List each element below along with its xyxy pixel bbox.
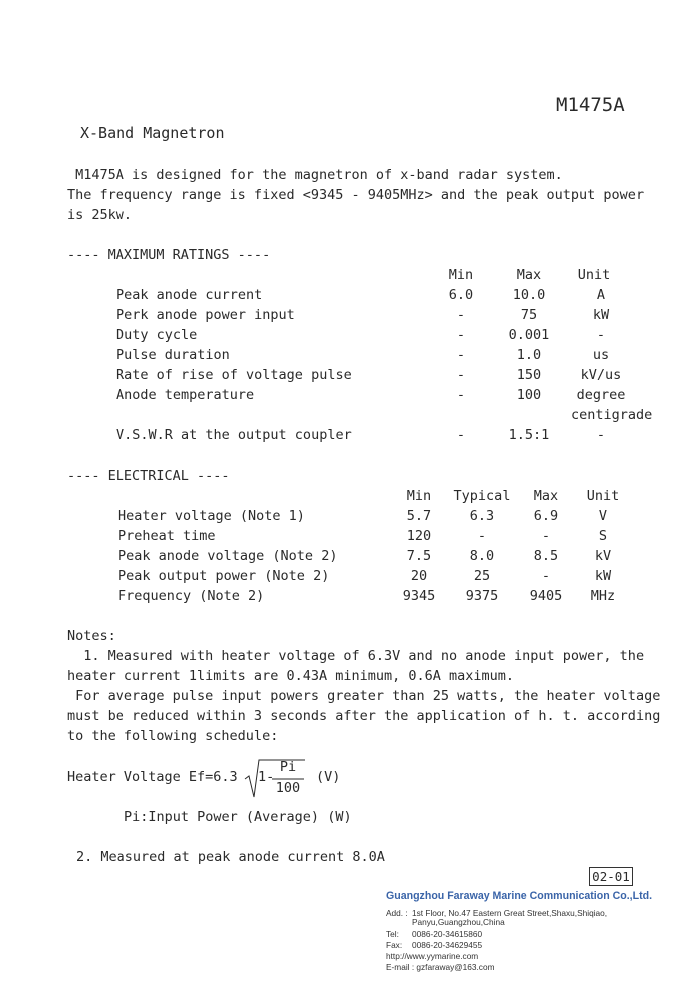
- column-header: Min: [406, 488, 432, 504]
- max-cell: -: [541, 528, 551, 544]
- note-line: must be reduced within 3 seconds after the application of h. t. according: [67, 708, 661, 724]
- column-header: Max: [516, 267, 542, 283]
- max-cell: 100: [516, 387, 542, 403]
- max-cell: 0.001: [508, 327, 550, 343]
- max-cell: 9405: [529, 588, 563, 604]
- note-2: 2. Measured at peak anode current 8.0A: [76, 849, 385, 865]
- formula-label: Heater Voltage Ef=6.3: [67, 769, 238, 785]
- formula-denominator: 100: [275, 780, 301, 796]
- note-line: heater current 1limits are 0.43A minimum, 0.6A maximum.: [67, 668, 515, 684]
- note-line: For average pulse input powers greater than 25 watts, the heater voltage: [67, 688, 661, 704]
- tel-number: 0086-20-34615860: [412, 929, 483, 939]
- param-cell: Pulse duration: [116, 347, 230, 363]
- max-cell: 75: [520, 307, 538, 323]
- min-cell: -: [456, 307, 466, 323]
- tel-label: Tel:: [386, 929, 399, 939]
- unit-cell: degree: [576, 387, 626, 403]
- company-name: Guangzhou Faraway Marine Communication Co.,Ltd.: [386, 890, 653, 902]
- min-cell: 120: [406, 528, 432, 544]
- unit-cell: A: [596, 287, 606, 303]
- website-link[interactable]: http://www.yymarine.com: [386, 951, 479, 961]
- max-cell: 150: [516, 367, 542, 383]
- max-cell: 6.9: [533, 508, 559, 524]
- param-cell: Peak anode voltage (Note 2): [118, 548, 338, 564]
- unit-cell: -: [596, 427, 606, 443]
- unit-cell: -: [596, 327, 606, 343]
- max-cell: 1.0: [516, 347, 542, 363]
- electrical-heading: ---- ELECTRICAL ----: [67, 468, 230, 484]
- min-cell: -: [456, 427, 466, 443]
- typical-cell: 25: [473, 568, 491, 584]
- column-header: Typical: [453, 488, 511, 504]
- column-header: Unit: [586, 488, 620, 504]
- column-header: Max: [533, 488, 559, 504]
- note-line: 1. Measured with heater voltage of 6.3V and no anode input power, the: [67, 648, 645, 664]
- max-cell: -: [541, 568, 551, 584]
- unit-cell: kW: [594, 568, 612, 584]
- min-cell: 20: [410, 568, 428, 584]
- param-cell: Anode temperature: [116, 387, 255, 403]
- min-cell: -: [456, 347, 466, 363]
- pi-definition: Pi:Input Power (Average) (W): [124, 809, 352, 825]
- param-cell: Peak output power (Note 2): [118, 568, 330, 584]
- unit-cell: S: [598, 528, 608, 544]
- max-cell: 1.5:1: [508, 427, 550, 443]
- param-cell: Frequency (Note 2): [118, 588, 265, 604]
- unit-cell: us: [592, 347, 610, 363]
- min-cell: -: [456, 387, 466, 403]
- page-code-box: 02-01: [589, 867, 633, 886]
- param-cell: Duty cycle: [116, 327, 198, 343]
- unit-cell: centigrade: [571, 407, 653, 423]
- intro-line: is 25kw.: [67, 207, 133, 223]
- min-cell: 5.7: [406, 508, 432, 524]
- unit-cell: V: [598, 508, 608, 524]
- intro-line: The frequency range is fixed <9345 - 9405MHz> and the peak output power: [67, 187, 645, 203]
- unit-cell: kV: [594, 548, 612, 564]
- max-ratings-heading: ---- MAXIMUM RATINGS ----: [67, 247, 271, 263]
- column-header: Unit: [577, 267, 611, 283]
- unit-cell: MHz: [590, 588, 616, 604]
- typical-cell: 6.3: [469, 508, 495, 524]
- column-header: Min: [448, 267, 474, 283]
- min-cell: -: [456, 327, 466, 343]
- max-cell: 10.0: [512, 287, 546, 303]
- max-cell: 8.5: [533, 548, 559, 564]
- page-title: X-Band Magnetron: [80, 124, 225, 142]
- typical-cell: -: [477, 528, 487, 544]
- min-cell: 6.0: [448, 287, 474, 303]
- fax-number: 0086-20-34629455: [412, 940, 483, 950]
- param-cell: Heater voltage (Note 1): [118, 508, 305, 524]
- note-line: to the following schedule:: [67, 728, 279, 744]
- param-cell: Perk anode power input: [116, 307, 295, 323]
- param-cell: Peak anode current: [116, 287, 263, 303]
- address-line: Panyu,Guangzhou,China: [412, 917, 505, 927]
- unit-cell: kV/us: [580, 367, 622, 383]
- min-cell: 9345: [402, 588, 436, 604]
- param-cell: Preheat time: [118, 528, 216, 544]
- unit-cell: kW: [592, 307, 610, 323]
- notes-heading: Notes:: [67, 628, 116, 644]
- param-cell: V.S.W.R at the output coupler: [116, 427, 352, 443]
- model-number: M1475A: [556, 94, 625, 116]
- min-cell: -: [456, 367, 466, 383]
- typical-cell: 8.0: [469, 548, 495, 564]
- address-label: Add. :: [386, 908, 408, 918]
- min-cell: 7.5: [406, 548, 432, 564]
- email-link[interactable]: E-mail : gzfaraway@163.com: [386, 962, 495, 972]
- formula-numerator: Pi: [279, 759, 297, 775]
- fax-label: Fax:: [386, 940, 403, 950]
- formula-unit: (V): [316, 769, 341, 785]
- address-line: 1st Floor, No.47 Eastern Great Street,Shaxu,Shiqiao,: [412, 908, 608, 918]
- intro-line: M1475A is designed for the magnetron of x-band radar system.: [67, 167, 563, 183]
- typical-cell: 9375: [465, 588, 499, 604]
- param-cell: Rate of rise of voltage pulse: [116, 367, 352, 383]
- formula-one-minus: 1-: [258, 769, 275, 785]
